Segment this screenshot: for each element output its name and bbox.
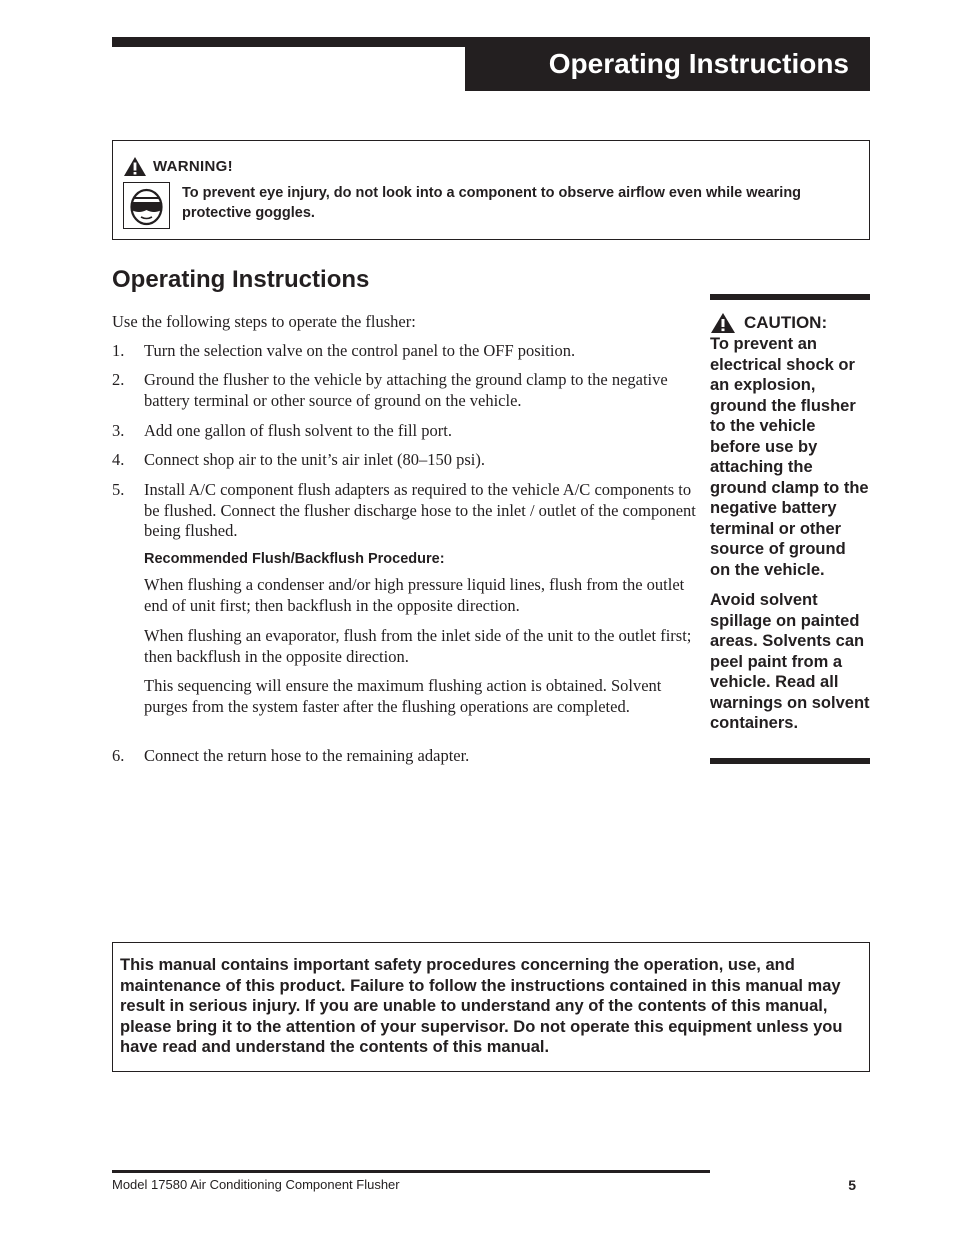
step-item [112, 341, 697, 362]
procedure-paragraph: When flushing an evaporator, flush from the inlet side of the unit to the outlet first; then backflush in the opposite direction. [144, 626, 692, 666]
warning-box [112, 140, 870, 240]
step-number: 6. [112, 746, 125, 765]
step-number: 3. [112, 421, 125, 440]
step-number: 2. [112, 370, 125, 389]
safety-notice: This manual contains important safety procedures concerning the operation, use, and maintenance of this product. Failure to follow the instructions contained in this manual may result in serious injury. If you are unable to understand any of the contents of this manual, please bring it to the attention of your supervisor. Do not operate this equipment unless you have read and understand the contents of this manual. [112, 942, 870, 1072]
caution-title: CAUTION: [744, 313, 828, 332]
step-text: Ground the flusher to the vehicle by attaching the ground clamp to the negative battery terminal or other source of ground on the vehicle. [144, 370, 668, 410]
step-text: Add one gallon of flush solvent to the fill port. [144, 421, 452, 440]
step-text: Connect the return hose to the remaining adapter. [144, 746, 470, 765]
procedure-paragraph: When flushing a condenser and/or high pressure liquid lines, flush from the outlet end of unit first; then backflush in the opposite direction. [144, 575, 685, 615]
procedure-heading: Recommended Flush/Backflush Procedure: [144, 551, 445, 567]
step-item [112, 746, 697, 767]
caution-triangle-icon [710, 312, 736, 334]
warning-title: WARNING! [153, 157, 233, 175]
intro-text: Use the following steps to operate the flusher: [112, 312, 416, 331]
header-title: Operating Instructions [465, 37, 870, 91]
safety-goggles-icon [123, 182, 170, 229]
warning-heading [123, 155, 233, 177]
caution-text [710, 334, 870, 744]
page-number: 5 [848, 1177, 856, 1193]
step-number: 1. [112, 341, 125, 360]
step-item [112, 370, 697, 411]
step-number: 5. [112, 480, 125, 499]
caution-paragraph: To prevent an electrical shock or an explosion, ground the flusher to the vehicle before use by attaching the ground clamp to the negative battery terminal or other source of ground on the vehicle. [710, 335, 869, 579]
caution-sidebar [710, 294, 870, 764]
caution-paragraph: Avoid solvent spillage on painted areas. Solvents can peel paint from a vehicle. Read all warnings on solvent containers. [710, 591, 870, 732]
procedure-paragraph: This sequencing will ensure the maximum flushing action is obtained. Solvent purges from the system faster after the flushing operations are completed. [144, 676, 662, 716]
step-text: Connect shop air to the unit’s air inlet (80–150 psi). [144, 450, 485, 469]
caution-heading [710, 312, 827, 334]
step-number: 4. [112, 450, 125, 469]
footer-rule [112, 1170, 710, 1173]
step-text: Turn the selection valve on the control panel to the OFF position. [144, 341, 576, 360]
section-title: Operating Instructions [112, 266, 370, 293]
warning-text: To prevent eye injury, do not look into a component to observe airflow even while wearing protective goggles. [182, 185, 802, 221]
step-text: Install A/C component flush adapters as required to the vehicle A/C components to be flushed. Connect the flusher discharge hose to the inlet / outlet of the component being flushed. [144, 480, 696, 540]
step-item [112, 480, 697, 542]
step-item [112, 421, 697, 442]
step-item [112, 450, 697, 471]
footer-model: Model 17580 Air Conditioning Component Flusher [112, 1177, 400, 1192]
warning-triangle-icon [123, 156, 147, 177]
